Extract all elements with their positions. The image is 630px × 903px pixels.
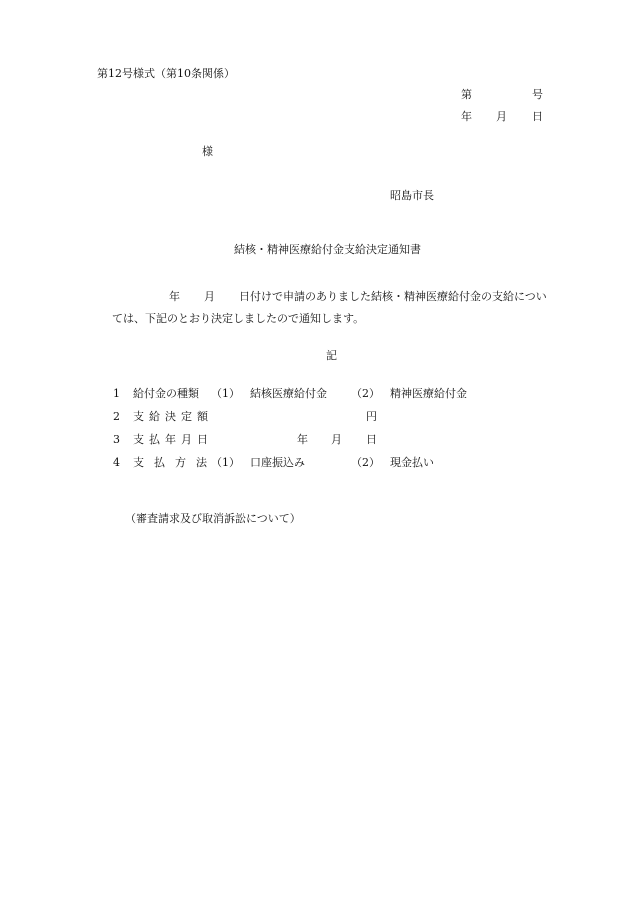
- appeal-note: （審査請求及び取消訴訟について）: [125, 512, 301, 525]
- option-label: 結核医療給付金: [250, 387, 327, 400]
- sender-name: 昭島市長: [390, 189, 434, 202]
- amount-unit: 円: [366, 410, 377, 423]
- payment-date-year: 年: [297, 433, 308, 446]
- header-date-month: 月: [496, 110, 507, 123]
- addressee-honorific: 様: [202, 145, 213, 158]
- option-number: （1）: [211, 456, 240, 469]
- form-number: 第12号様式（第10条関係）: [97, 67, 235, 80]
- header-date-year: 年: [461, 110, 472, 123]
- document-title: 結核・精神医療給付金支給決定通知書: [234, 243, 421, 256]
- item-label: 支給決定額: [133, 410, 213, 423]
- item-number: 3: [113, 433, 120, 446]
- item-label: 給付金の種類: [133, 387, 199, 400]
- doc-number-prefix: 第: [461, 88, 472, 101]
- option-label: 口座振込み: [250, 456, 305, 469]
- option-number: （2）: [351, 456, 380, 469]
- payment-date-month: 月: [331, 433, 342, 446]
- option-label: 精神医療給付金: [390, 387, 467, 400]
- item-number: 1: [113, 387, 120, 400]
- item-label: 支払年月日: [133, 433, 213, 446]
- item-label: 支払方法: [133, 456, 217, 469]
- item-number: 2: [113, 410, 120, 423]
- body-date-month: 月: [204, 290, 215, 303]
- option-label: 現金払い: [390, 456, 434, 469]
- payment-date-day: 日: [366, 433, 377, 446]
- ki-marker: 記: [326, 349, 337, 362]
- doc-number-suffix: 号: [532, 88, 543, 101]
- option-number: （2）: [351, 387, 380, 400]
- body-text-line2: ては、下記のとおり決定しましたので通知します。: [112, 312, 365, 325]
- item-number: 4: [113, 456, 120, 469]
- option-number: （1）: [211, 387, 240, 400]
- body-date-year: 年: [169, 290, 180, 303]
- body-text-line1: 日付けで申請のありました結核・精神医療給付金の支給につい: [239, 290, 547, 303]
- header-date-day: 日: [532, 110, 543, 123]
